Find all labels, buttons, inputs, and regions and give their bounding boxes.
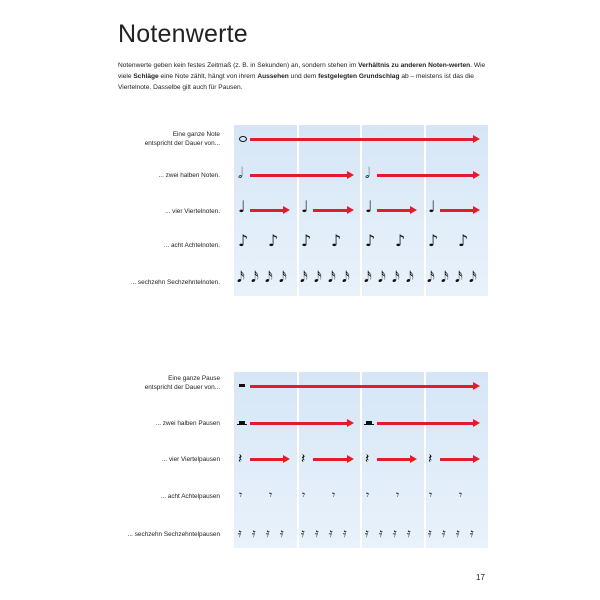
quarter-note-icon: ♩ xyxy=(238,197,246,216)
sixteenth-rest-icon: 𝄿 xyxy=(470,526,474,540)
sixteenth-rest-icon: 𝄿 xyxy=(280,526,284,540)
sixteenth-rest-icon: 𝄿 xyxy=(329,526,333,540)
half-note-icon: 𝅗𝅥 xyxy=(365,164,370,182)
intro-paragraph: Notenwerte geben kein festes Zeitmaß (z. B. in Sekunden) an, sondern stehen im Verhältnis zu anderen Noten-werten. Wie viele Schläge eine Note zählt, hängt von ihrem Aussehen und dem festgelegten Grundschlag ab – meistens ist das die Viertelnote. Dasselbe gilt auch für Pausen. xyxy=(118,62,486,91)
half-rest-icon xyxy=(366,421,372,424)
quarter-note-icon: ♩ xyxy=(428,197,436,216)
half-note-arrow xyxy=(250,174,348,177)
quarter-rest-arrow xyxy=(313,458,348,461)
whole-note-arrow xyxy=(250,138,474,141)
quarter-note-icon: ♩ xyxy=(365,197,373,216)
rests-row-label-quarter: ... vier Viertelpausen xyxy=(161,456,220,463)
sixteenth-note-icon: 𝅘𝅥𝅯 xyxy=(364,268,372,286)
eighth-note-icon: ♪ xyxy=(458,231,469,250)
sixteenth-note-icon: 𝅘𝅥𝅯 xyxy=(392,268,400,286)
sixteenth-note-icon: 𝅘𝅥𝅯 xyxy=(441,268,449,286)
sixteenth-rest-icon: 𝄿 xyxy=(379,526,383,540)
sixteenth-note-icon: 𝅘𝅥𝅯 xyxy=(328,268,336,286)
eighth-note-icon: ♪ xyxy=(238,231,249,250)
eighth-note-icon: ♪ xyxy=(268,231,279,250)
eighth-note-icon: ♪ xyxy=(365,231,376,250)
sixteenth-rest-icon: 𝄿 xyxy=(301,526,305,540)
eighth-rest-icon: 𝄾 xyxy=(239,488,243,502)
quarter-rest-icon: 𝄽 xyxy=(301,451,306,467)
quarter-note-arrow xyxy=(250,209,284,212)
quarter-rest-icon: 𝄽 xyxy=(428,451,433,467)
whole-rest-icon xyxy=(239,384,245,387)
sixteenth-rest-icon: 𝄿 xyxy=(238,526,242,540)
quarter-rest-arrow xyxy=(440,458,474,461)
rests-row-label-half: ... zwei halben Pausen xyxy=(155,420,220,427)
sixteenth-note-icon: 𝅘𝅥𝅯 xyxy=(427,268,435,286)
quarter-note-arrow xyxy=(313,209,348,212)
eighth-note-icon: ♪ xyxy=(331,231,342,250)
half-rest-arrow xyxy=(377,422,474,425)
eighth-rest-icon: 𝄾 xyxy=(429,488,433,502)
eighth-rest-icon: 𝄾 xyxy=(396,488,400,502)
sixteenth-note-icon: 𝅘𝅥𝅯 xyxy=(314,268,322,286)
rests-row-label-sixteenth: ... sechzehn Sechzehntelpausen xyxy=(127,531,220,538)
sixteenth-rest-icon: 𝄿 xyxy=(252,526,256,540)
sixteenth-note-icon: 𝅘𝅥𝅯 xyxy=(279,268,287,286)
eighth-rest-icon: 𝄾 xyxy=(332,488,336,502)
sixteenth-note-icon: 𝅘𝅥𝅯 xyxy=(455,268,463,286)
quarter-rest-icon: 𝄽 xyxy=(238,451,243,467)
rests-row-label-whole: Eine ganze Pause entspricht der Dauer von... xyxy=(144,375,220,391)
sixteenth-rest-icon: 𝄿 xyxy=(428,526,432,540)
sixteenth-rest-icon: 𝄿 xyxy=(442,526,446,540)
sixteenth-note-icon: 𝅘𝅥𝅯 xyxy=(265,268,273,286)
notes-row-label-eighth: ... acht Achtelnoten. xyxy=(163,242,220,249)
half-note-icon: 𝅗𝅥 xyxy=(238,164,243,182)
sixteenth-note-icon: 𝅘𝅥𝅯 xyxy=(251,268,259,286)
sixteenth-rest-icon: 𝄿 xyxy=(407,526,411,540)
page-number: 17 xyxy=(476,573,485,582)
sixteenth-note-icon: 𝅘𝅥𝅯 xyxy=(342,268,350,286)
eighth-note-icon: ♪ xyxy=(301,231,312,250)
quarter-rest-arrow xyxy=(250,458,284,461)
whole-rest-arrow xyxy=(250,385,474,388)
eighth-rest-icon: 𝄾 xyxy=(302,488,306,502)
quarter-rest-icon: 𝄽 xyxy=(365,451,370,467)
sixteenth-note-icon: 𝅘𝅥𝅯 xyxy=(300,268,308,286)
page-title: Notenwerte xyxy=(118,20,248,48)
sixteenth-note-icon: 𝅘𝅥𝅯 xyxy=(237,268,245,286)
sixteenth-note-icon: 𝅘𝅥𝅯 xyxy=(469,268,477,286)
quarter-note-arrow xyxy=(377,209,411,212)
notes-row-label-whole: Eine ganze Note entspricht der Dauer von... xyxy=(144,131,220,147)
eighth-rest-icon: 𝄾 xyxy=(366,488,370,502)
sixteenth-rest-icon: 𝄿 xyxy=(456,526,460,540)
notes-row-label-half: ... zwei halben Noten. xyxy=(158,172,220,179)
half-rest-icon xyxy=(239,421,245,424)
half-rest-arrow xyxy=(250,422,348,425)
sixteenth-rest-icon: 𝄿 xyxy=(365,526,369,540)
eighth-rest-icon: 𝄾 xyxy=(459,488,463,502)
sixteenth-note-icon: 𝅘𝅥𝅯 xyxy=(406,268,414,286)
half-note-arrow xyxy=(377,174,474,177)
sixteenth-note-icon: 𝅘𝅥𝅯 xyxy=(378,268,386,286)
quarter-rest-arrow xyxy=(377,458,411,461)
sixteenth-rest-icon: 𝄿 xyxy=(315,526,319,540)
eighth-note-icon: ♪ xyxy=(428,231,439,250)
whole-note-icon xyxy=(239,136,247,142)
rests-row-label-eighth: ... acht Achtelpausen xyxy=(160,493,220,500)
sixteenth-rest-icon: 𝄿 xyxy=(266,526,270,540)
eighth-rest-icon: 𝄾 xyxy=(269,488,273,502)
sixteenth-rest-icon: 𝄿 xyxy=(343,526,347,540)
sixteenth-rest-icon: 𝄿 xyxy=(393,526,397,540)
quarter-note-icon: ♩ xyxy=(301,197,309,216)
quarter-note-arrow xyxy=(440,209,474,212)
eighth-note-icon: ♪ xyxy=(395,231,406,250)
notes-row-label-quarter: ... vier Viertelnoten. xyxy=(165,208,220,215)
notes-row-label-sixteenth: ... sechzehn Sechzehntelnoten. xyxy=(130,279,220,286)
